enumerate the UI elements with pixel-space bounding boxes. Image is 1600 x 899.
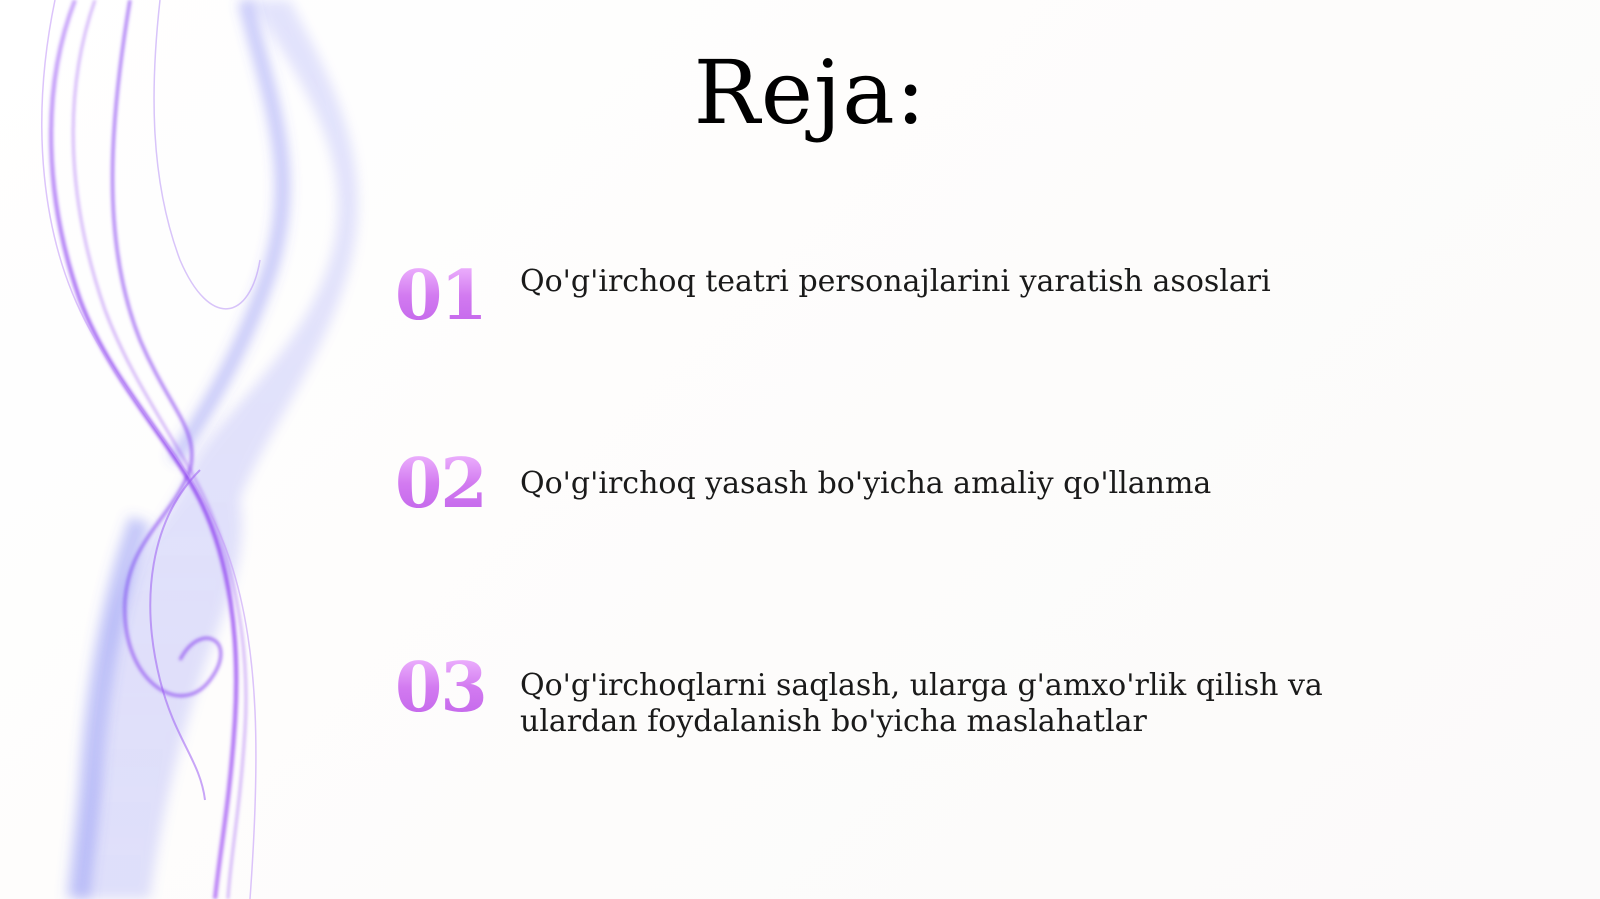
slide-title: Reja:	[693, 41, 927, 144]
purple-smoke-decoration	[0, 0, 400, 899]
plan-item	[395, 444, 1515, 524]
item-text: Qo'g'irchoq yasash bo'yicha amaliy qo'llanma	[520, 466, 1212, 501]
plan-item	[395, 256, 1515, 336]
plan-item	[395, 648, 1515, 740]
item-number: 02	[395, 450, 520, 518]
item-text: Qo'g'irchoqlarni saqlash, ularga g'amxo'rlik qilish va ulardan foydalanish bo'yicha maslahatlar	[520, 668, 1323, 739]
item-text: Qo'g'irchoq teatri personajlarini yaratish asoslari	[520, 264, 1271, 299]
item-number: 01	[395, 262, 520, 330]
item-number: 03	[395, 654, 520, 722]
